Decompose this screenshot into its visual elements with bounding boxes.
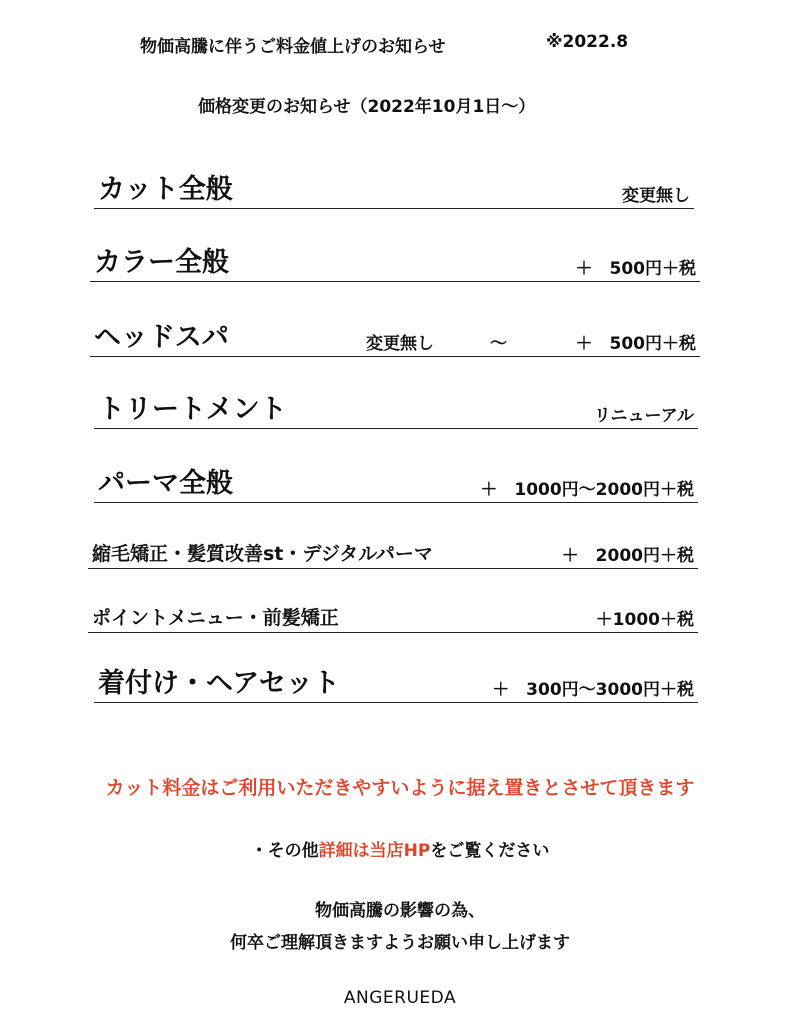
menu-name: 着付け・ヘアセット: [98, 668, 340, 699]
menu-name: パーマ全般: [98, 468, 233, 499]
price-row-point-menu: [88, 600, 698, 633]
notice-title: 物価高騰に伴うご料金値上げのお知らせ: [140, 37, 446, 57]
cut-price-notice: カット料金はご利用いただきやすいように据え置きとさせて頂きます: [105, 777, 695, 799]
menu-name: ポイントメニュー・前髪矯正: [92, 607, 339, 629]
notice-date: ※2022.8: [546, 32, 629, 52]
homepage-link-text: 詳細は当店HP: [318, 841, 431, 861]
menu-name: ヘッドスパ: [94, 322, 229, 353]
price-row-perm: [94, 460, 698, 503]
menu-price: ＋ 300円〜3000円＋税: [492, 680, 694, 700]
menu-price: ＋ 500円＋税: [575, 259, 696, 279]
details-prefix: ・その他: [250, 841, 319, 861]
menu-name: カラー全般: [94, 247, 229, 278]
menu-price-min: 変更無し: [366, 334, 434, 354]
price-row-cut: [94, 166, 694, 209]
price-row-kimono: [94, 664, 698, 703]
price-row-straightening: [88, 536, 698, 569]
menu-price: 変更無し: [622, 186, 690, 206]
salon-name: ANGERUEDA: [343, 988, 457, 1008]
menu-price: ＋ 500円＋税: [575, 334, 696, 354]
menu-name: 縮毛矯正・髪質改善st・デジタルパーマ: [92, 543, 433, 565]
range-tilde: 〜: [490, 334, 507, 354]
menu-price: リニューアル: [593, 406, 694, 426]
closing-line-1: 物価高騰の影響の為、: [315, 901, 485, 921]
menu-name: カット全般: [98, 174, 233, 205]
details-info: [0, 836, 800, 861]
menu-price: ＋ 2000円＋税: [561, 546, 694, 566]
menu-price: ＋ 1000円〜2000円＋税: [480, 480, 694, 500]
closing-line-2: 何卒ご理解頂きますようお願い申し上げます: [230, 933, 570, 953]
price-row-color: [90, 240, 700, 282]
menu-name: トリートメント: [98, 394, 287, 425]
details-suffix: をご覧ください: [430, 841, 550, 861]
price-change-subtitle: 価格変更のお知らせ（2022年10月1日〜）: [198, 97, 536, 117]
price-row-headspa: [90, 314, 700, 357]
price-row-treatment: [94, 388, 698, 429]
menu-price: ＋1000＋税: [595, 610, 694, 630]
